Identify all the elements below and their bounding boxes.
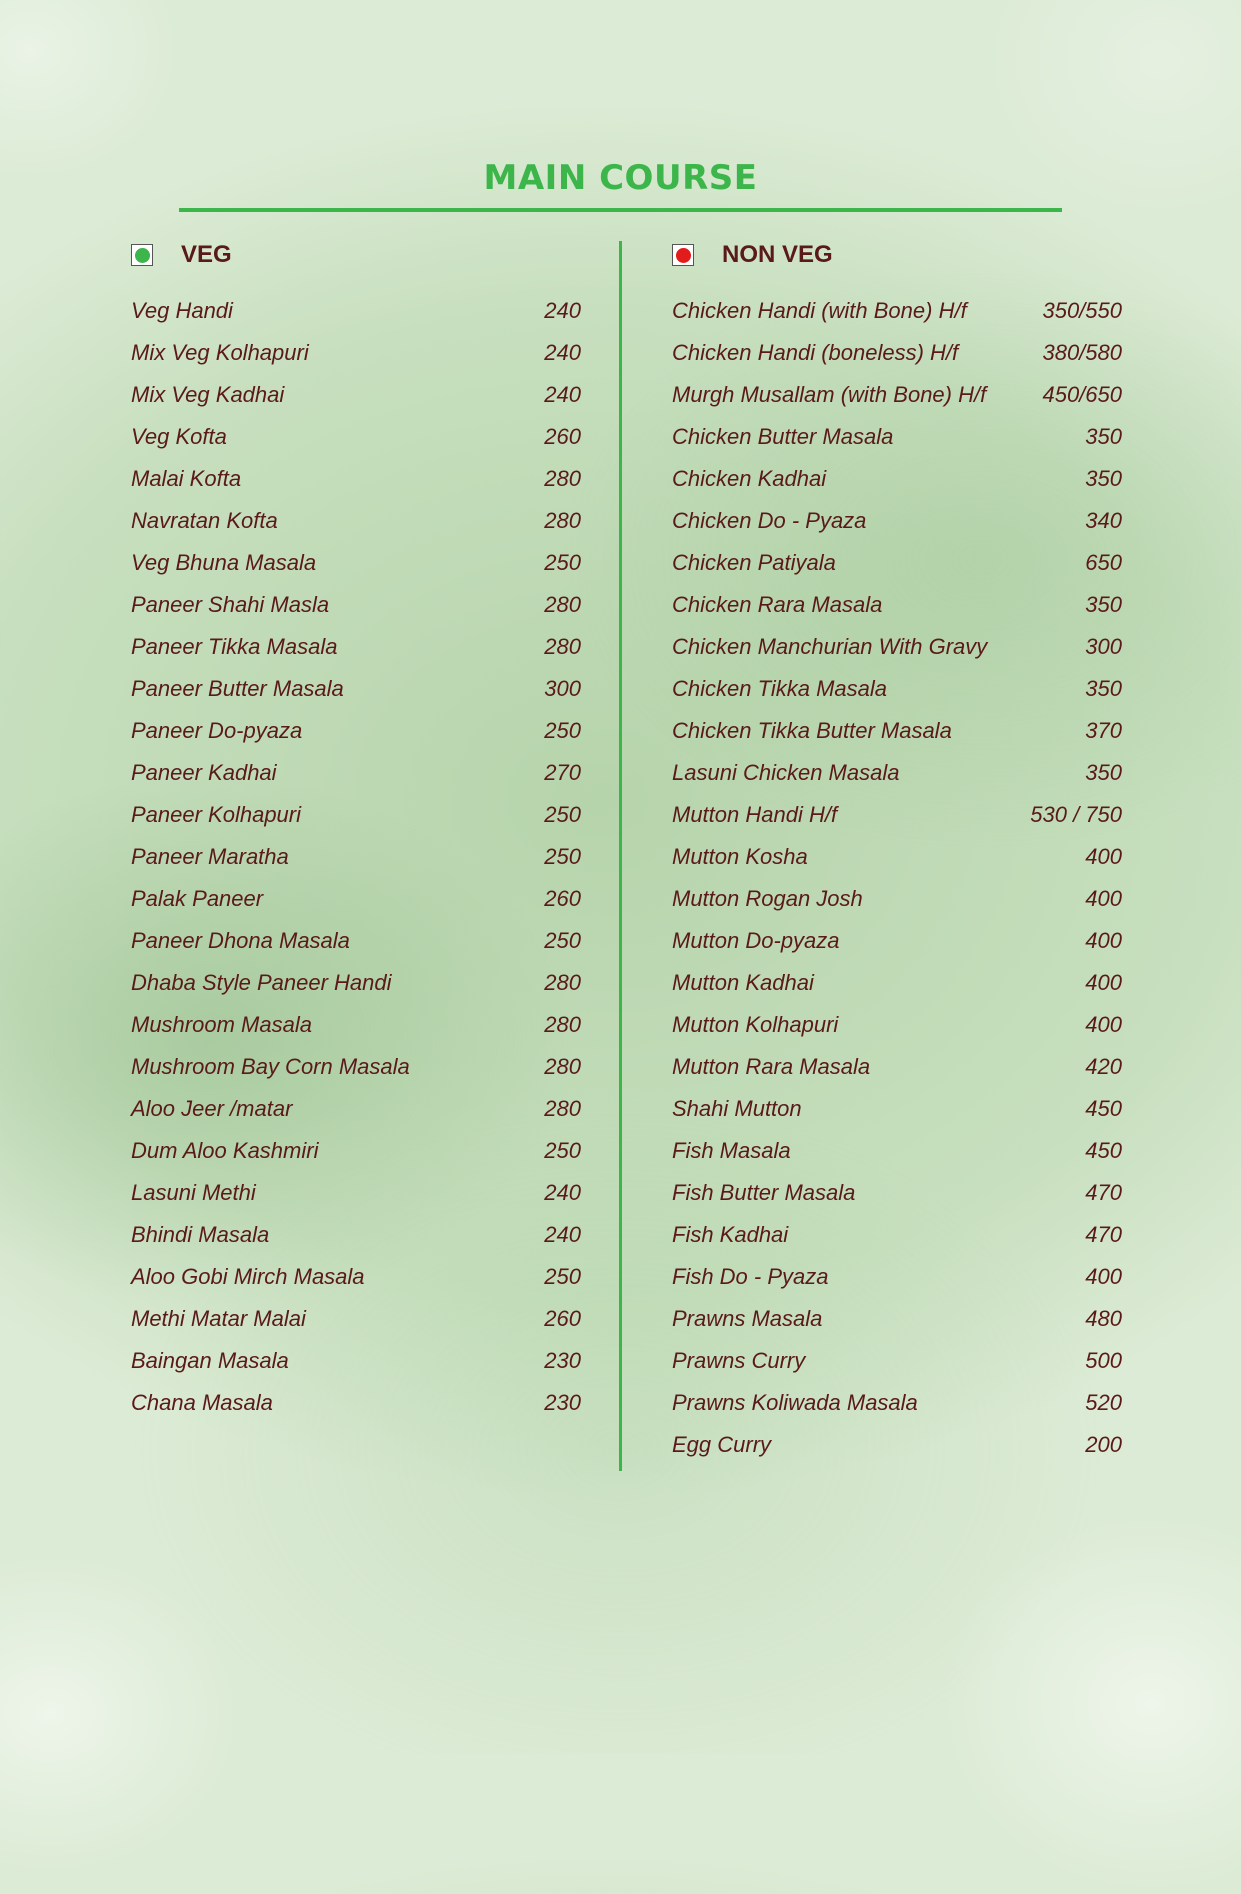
menu-item-name: Murgh Musallam (with Bone) H/f xyxy=(672,382,987,407)
veg-menu-list xyxy=(131,290,581,1424)
menu-item xyxy=(672,1004,1122,1046)
menu-item-name: Prawns Masala xyxy=(672,1306,823,1331)
menu-item xyxy=(131,1172,581,1214)
page-title: MAIN COURSE xyxy=(483,158,758,198)
menu-item-price: 380/580 xyxy=(1042,340,1122,365)
menu-item-price: 370 xyxy=(1085,718,1122,743)
veg-indicator-icon xyxy=(131,244,153,266)
menu-item xyxy=(131,500,581,542)
menu-item xyxy=(672,1340,1122,1382)
menu-item-name: Chicken Handi (with Bone) H/f xyxy=(672,298,967,323)
menu-item-price: 450 xyxy=(1085,1138,1122,1163)
menu-item xyxy=(672,794,1122,836)
background-wash xyxy=(0,1554,240,1874)
menu-item xyxy=(131,752,581,794)
menu-item-name: Shahi Mutton xyxy=(672,1096,802,1121)
menu-item-price: 450/650 xyxy=(1042,382,1122,407)
menu-item-price: 280 xyxy=(544,970,581,995)
menu-item-name: Chicken Tikka Masala xyxy=(672,676,887,701)
menu-item-price: 200 xyxy=(1085,1432,1122,1457)
menu-item xyxy=(672,1256,1122,1298)
menu-item-price: 250 xyxy=(544,718,581,743)
menu-item-name: Chicken Patiyala xyxy=(672,550,836,575)
menu-item-name: Paneer Shahi Masla xyxy=(131,592,330,617)
menu-item xyxy=(672,416,1122,458)
menu-item xyxy=(131,1340,581,1382)
menu-item-name: Baingan Masala xyxy=(131,1348,289,1373)
menu-item-price: 470 xyxy=(1085,1222,1122,1247)
menu-item-name: Dum Aloo Kashmiri xyxy=(131,1138,319,1163)
menu-item xyxy=(131,458,581,500)
menu-item-price: 350 xyxy=(1085,466,1122,491)
red-dot-icon xyxy=(676,248,691,263)
menu-item-price: 420 xyxy=(1085,1054,1122,1079)
menu-item-name: Paneer Do-pyaza xyxy=(131,718,303,743)
menu-item-name: Paneer Kadhai xyxy=(131,760,277,785)
menu-item-price: 260 xyxy=(544,886,581,911)
menu-item xyxy=(131,332,581,374)
menu-item-name: Lasuni Chicken Masala xyxy=(672,760,900,785)
menu-item xyxy=(131,290,581,332)
menu-item-price: 240 xyxy=(544,340,581,365)
menu-item-name: Mutton Rogan Josh xyxy=(672,886,863,911)
menu-item-name: Egg Curry xyxy=(672,1432,772,1457)
menu-item-name: Chana Masala xyxy=(131,1390,273,1415)
menu-item-price: 240 xyxy=(544,1180,581,1205)
menu-item-price: 270 xyxy=(544,760,581,785)
menu-item-price: 260 xyxy=(544,424,581,449)
menu-item xyxy=(672,668,1122,710)
menu-item-price: 250 xyxy=(544,844,581,869)
menu-item xyxy=(672,752,1122,794)
menu-item-price: 530 / 750 xyxy=(1030,802,1122,827)
menu-item-price: 240 xyxy=(544,382,581,407)
menu-item-name: Malai Kofta xyxy=(131,466,242,491)
menu-item-price: 250 xyxy=(544,928,581,953)
menu-item-price: 280 xyxy=(544,634,581,659)
menu-item-price: 230 xyxy=(544,1348,581,1373)
menu-item xyxy=(672,584,1122,626)
menu-item-price: 350 xyxy=(1085,592,1122,617)
menu-item-name: Chicken Manchurian With Gravy xyxy=(672,634,988,659)
menu-item-name: Veg Handi xyxy=(131,298,233,323)
menu-item-price: 230 xyxy=(544,1390,581,1415)
menu-item-price: 280 xyxy=(544,508,581,533)
menu-item-price: 280 xyxy=(544,466,581,491)
menu-item-price: 500 xyxy=(1085,1348,1122,1373)
menu-item xyxy=(131,1088,581,1130)
menu-item xyxy=(672,332,1122,374)
background-wash xyxy=(941,1514,1241,1894)
menu-item xyxy=(672,500,1122,542)
menu-item-price: 260 xyxy=(544,1306,581,1331)
menu-item-price: 400 xyxy=(1085,886,1122,911)
menu-item-name: Dhaba Style Paneer Handi xyxy=(131,970,392,995)
menu-item-name: Veg Bhuna Masala xyxy=(131,550,317,575)
menu-item-price: 400 xyxy=(1085,970,1122,995)
menu-item-price: 300 xyxy=(1085,634,1122,659)
menu-item-price: 350 xyxy=(1085,424,1122,449)
veg-header xyxy=(131,240,581,270)
nonveg-section xyxy=(672,240,1122,1466)
menu-item-name: Navratan Kofta xyxy=(131,508,278,533)
menu-item-name: Mushroom Masala xyxy=(131,1012,312,1037)
veg-section xyxy=(131,240,581,1424)
menu-item-name: Prawns Curry xyxy=(672,1348,806,1373)
menu-item-price: 400 xyxy=(1085,1012,1122,1037)
menu-item-price: 450 xyxy=(1085,1096,1122,1121)
menu-item-price: 350 xyxy=(1085,676,1122,701)
menu-item-name: Mutton Rara Masala xyxy=(672,1054,871,1079)
green-dot-icon xyxy=(135,248,150,263)
menu-item xyxy=(131,1214,581,1256)
menu-item xyxy=(672,1088,1122,1130)
column-divider xyxy=(619,241,622,1471)
menu-item xyxy=(672,920,1122,962)
menu-item-name: Mix Veg Kolhapuri xyxy=(131,340,309,365)
menu-item-price: 300 xyxy=(544,676,581,701)
menu-item xyxy=(672,710,1122,752)
menu-item xyxy=(672,1172,1122,1214)
nonveg-heading: NON VEG xyxy=(722,241,833,268)
menu-item-price: 240 xyxy=(544,1222,581,1247)
menu-item-price: 520 xyxy=(1085,1390,1122,1415)
menu-item xyxy=(672,1424,1122,1466)
menu-item-name: Fish Do - Pyaza xyxy=(672,1264,829,1289)
menu-item-name: Prawns Koliwada Masala xyxy=(672,1390,918,1415)
menu-item xyxy=(131,836,581,878)
menu-item-price: 480 xyxy=(1085,1306,1122,1331)
menu-item-name: Veg Kofta xyxy=(131,424,227,449)
menu-item-price: 280 xyxy=(544,592,581,617)
menu-item-price: 350 xyxy=(1085,760,1122,785)
menu-item-name: Chicken Tikka Butter Masala xyxy=(672,718,952,743)
menu-item xyxy=(131,794,581,836)
menu-item xyxy=(672,626,1122,668)
menu-item xyxy=(131,374,581,416)
menu-item-name: Aloo Jeer /matar xyxy=(131,1096,293,1121)
nonveg-header xyxy=(672,240,1122,270)
nonveg-menu-list xyxy=(672,290,1122,1466)
menu-item-price: 340 xyxy=(1085,508,1122,533)
menu-item-price: 470 xyxy=(1085,1180,1122,1205)
menu-item-name: Mutton Handi H/f xyxy=(672,802,838,827)
menu-item xyxy=(131,1298,581,1340)
menu-item xyxy=(131,542,581,584)
menu-item-price: 650 xyxy=(1085,550,1122,575)
menu-item xyxy=(672,878,1122,920)
menu-item xyxy=(131,1046,581,1088)
menu-item xyxy=(672,1382,1122,1424)
title-underline xyxy=(179,208,1062,212)
menu-item xyxy=(131,962,581,1004)
menu-item-name: Bhindi Masala xyxy=(131,1222,270,1247)
menu-item-name: Paneer Maratha xyxy=(131,844,289,869)
menu-item xyxy=(131,584,581,626)
menu-item-name: Aloo Gobi Mirch Masala xyxy=(131,1264,365,1289)
menu-item-price: 280 xyxy=(544,1054,581,1079)
menu-item xyxy=(131,668,581,710)
menu-item-name: Paneer Dhona Masala xyxy=(131,928,350,953)
menu-item-name: Chicken Kadhai xyxy=(672,466,827,491)
menu-item xyxy=(131,1004,581,1046)
menu-item xyxy=(131,1256,581,1298)
menu-item-price: 400 xyxy=(1085,928,1122,953)
menu-item-name: Paneer Butter Masala xyxy=(131,676,344,701)
menu-item-name: Mutton Kadhai xyxy=(672,970,814,995)
menu-item xyxy=(672,1214,1122,1256)
menu-item-name: Fish Butter Masala xyxy=(672,1180,856,1205)
menu-item-name: Fish Kadhai xyxy=(672,1222,789,1247)
menu-item-name: Palak Paneer xyxy=(131,886,264,911)
menu-item-name: Chicken Handi (boneless) H/f xyxy=(672,340,959,365)
menu-item-price: 250 xyxy=(544,550,581,575)
menu-item xyxy=(672,542,1122,584)
menu-item xyxy=(672,962,1122,1004)
nonveg-indicator-icon xyxy=(672,244,694,266)
menu-item-price: 400 xyxy=(1085,1264,1122,1289)
menu-item-name: Mushroom Bay Corn Masala xyxy=(131,1054,410,1079)
menu-item xyxy=(672,374,1122,416)
menu-item xyxy=(672,1046,1122,1088)
menu-item-price: 240 xyxy=(544,298,581,323)
menu-item-name: Fish Masala xyxy=(672,1138,791,1163)
menu-item-name: Paneer Kolhapuri xyxy=(131,802,302,827)
menu-item xyxy=(131,1130,581,1172)
menu-item xyxy=(131,1382,581,1424)
menu-item-price: 280 xyxy=(544,1096,581,1121)
background-wash xyxy=(0,0,180,180)
menu-item xyxy=(131,416,581,458)
menu-item xyxy=(672,1298,1122,1340)
menu-item-price: 350/550 xyxy=(1042,298,1122,323)
menu-item-name: Chicken Do - Pyaza xyxy=(672,508,867,533)
menu-item xyxy=(131,878,581,920)
menu-item xyxy=(672,290,1122,332)
menu-item-name: Mutton Kolhapuri xyxy=(672,1012,839,1037)
menu-item-name: Paneer Tikka Masala xyxy=(131,634,338,659)
menu-item-name: Lasuni Methi xyxy=(131,1180,256,1205)
menu-item xyxy=(131,710,581,752)
menu-item xyxy=(672,836,1122,878)
menu-item-price: 280 xyxy=(544,1012,581,1037)
menu-item xyxy=(131,920,581,962)
menu-item xyxy=(672,458,1122,500)
menu-item-price: 250 xyxy=(544,802,581,827)
menu-item-name: Chicken Rara Masala xyxy=(672,592,883,617)
veg-heading: VEG xyxy=(181,241,232,268)
menu-item-name: Methi Matar Malai xyxy=(131,1306,306,1331)
menu-item-price: 250 xyxy=(544,1264,581,1289)
menu-item-price: 250 xyxy=(544,1138,581,1163)
menu-item-name: Mutton Do-pyaza xyxy=(672,928,840,953)
menu-item-price: 400 xyxy=(1085,844,1122,869)
menu-item-name: Chicken Butter Masala xyxy=(672,424,894,449)
menu-item xyxy=(672,1130,1122,1172)
menu-item-name: Mix Veg Kadhai xyxy=(131,382,285,407)
menu-item xyxy=(131,626,581,668)
menu-item-name: Mutton Kosha xyxy=(672,844,808,869)
